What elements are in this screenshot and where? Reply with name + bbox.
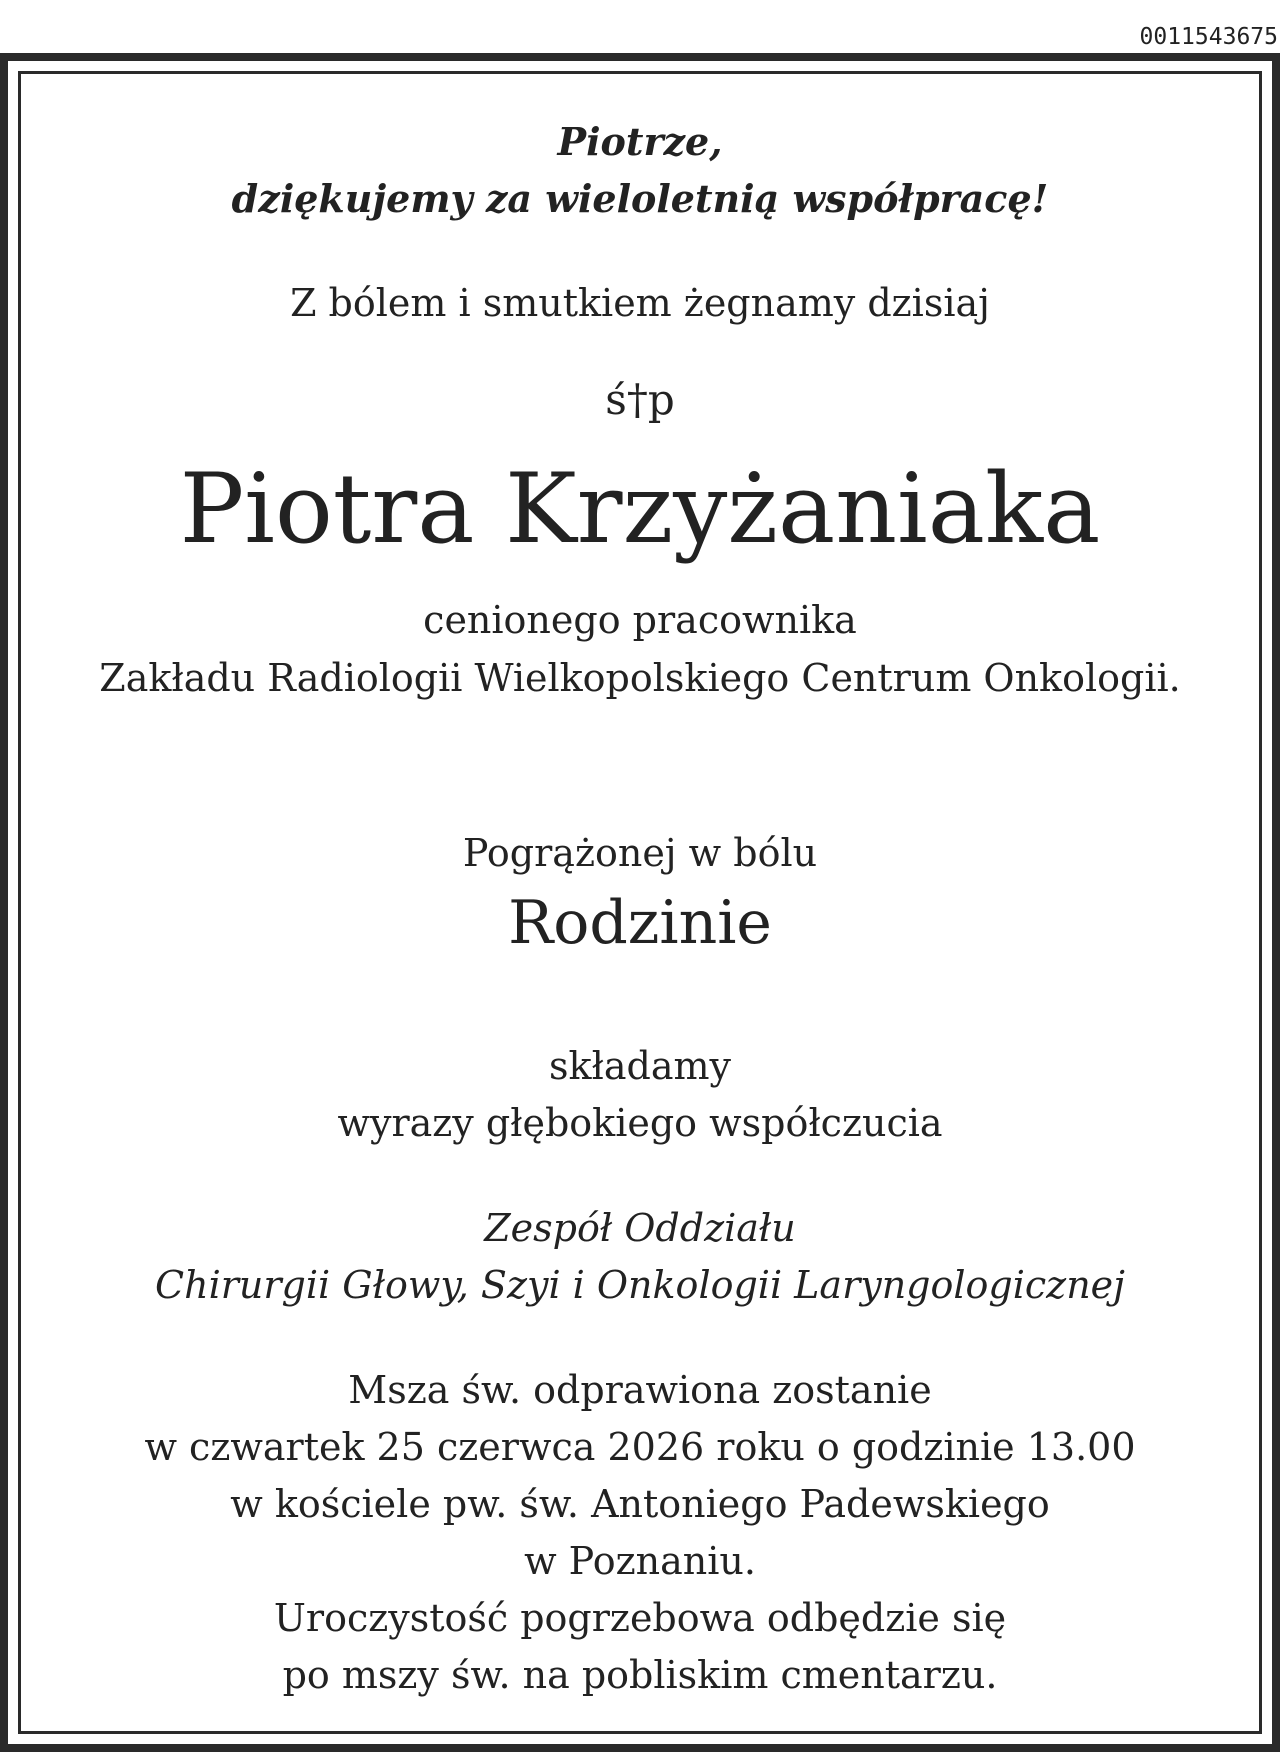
intro-text: Z bólem i smutkiem żegnamy dzisiaj [290,281,990,325]
condolence-to-line-2: Rodzinie [508,888,772,958]
title-prefix: ś†p [605,375,675,424]
greeting-line-2: dziękujemy za wieloletnią współpracę! [231,176,1049,221]
greeting-line-1: Piotrze, [557,119,723,164]
condolence-to-line-1: Pogrążonej w bólu [462,831,818,875]
ceremony-line-6: po mszy św. na pobliskim cmentarzu. [282,1653,998,1697]
ceremony-line-3: w kościele pw. św. Antoniego Padewskiego [230,1482,1050,1526]
ceremony-line-1: Msza św. odprawiona zostanie [348,1368,932,1412]
condolence-message-line-2: wyrazy głębokiego współczucia [337,1101,943,1145]
condolence-message-line-1: składamy [549,1044,731,1088]
reference-number: 0011543675 [1139,24,1278,50]
signature-line-1: Zespół Oddziału [484,1206,796,1250]
description-line-1: cenionego pracownika [423,598,857,642]
deceased-name: Piotra Krzyżaniaka [179,453,1101,565]
ceremony-line-4: w Poznaniu. [524,1539,756,1583]
obituary-outer-border [0,53,1280,1752]
signature-line-2: Chirurgii Głowy, Szyi i Onkologii Laryngologicznej [155,1263,1125,1307]
obituary-content [8,61,1272,1744]
description-line-2: Zakładu Radiologii Wielkopolskiego Centrum Onkologii. [99,656,1181,700]
ceremony-line-2: w czwartek 25 czerwca 2026 roku o godzinie 13.00 [144,1425,1136,1469]
ceremony-line-5: Uroczystość pogrzebowa odbędzie się [273,1596,1007,1640]
